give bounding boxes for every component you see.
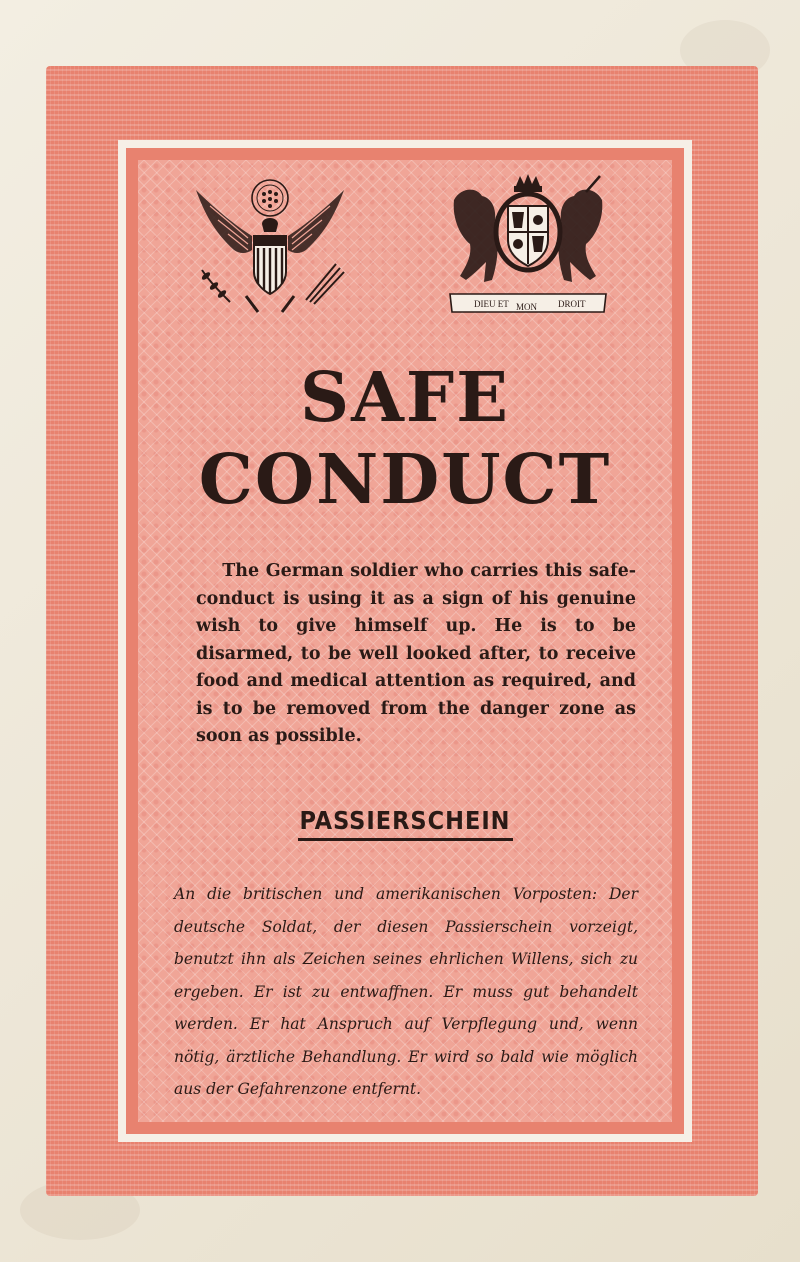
uk-royal-coat-of-arms-icon	[446, 170, 610, 316]
motto-word-1: DIEU ET	[474, 299, 509, 309]
motto-word-3: DROIT	[558, 299, 586, 309]
us-great-seal-icon	[190, 172, 350, 320]
motto-word-2: MON	[516, 302, 538, 312]
german-paragraph: An die britischen und amerikanischen Vorposten: Der deutsche Soldat, der diesen Passierschein vorzeigt, benutzt ihn als Zeichen seines ehrlichen Willens, sich zu ergeben. Er ist zu entwaffnen. Er muss gut behandelt werden. Er hat Anspruch auf Verpflegung und, wenn nötig, ärztliche Behandlung. Er wird so bald wie möglich aus der Gefahrenzone entfernt.	[174, 885, 638, 1098]
title-safe: SAFE	[300, 358, 510, 438]
title-conduct: CONDUCT	[198, 440, 612, 520]
german-heading	[138, 806, 672, 841]
german-heading-text: PASSIERSCHEIN	[298, 806, 513, 841]
english-paragraph: The German soldier who carries this safe-conduct is using it as a sign of his genuine wish to give himself up. He is to be disarmed, to be well looked after, to receive food and medical attention as required, and is to be removed from the danger zone as soon as possible.	[196, 561, 636, 746]
